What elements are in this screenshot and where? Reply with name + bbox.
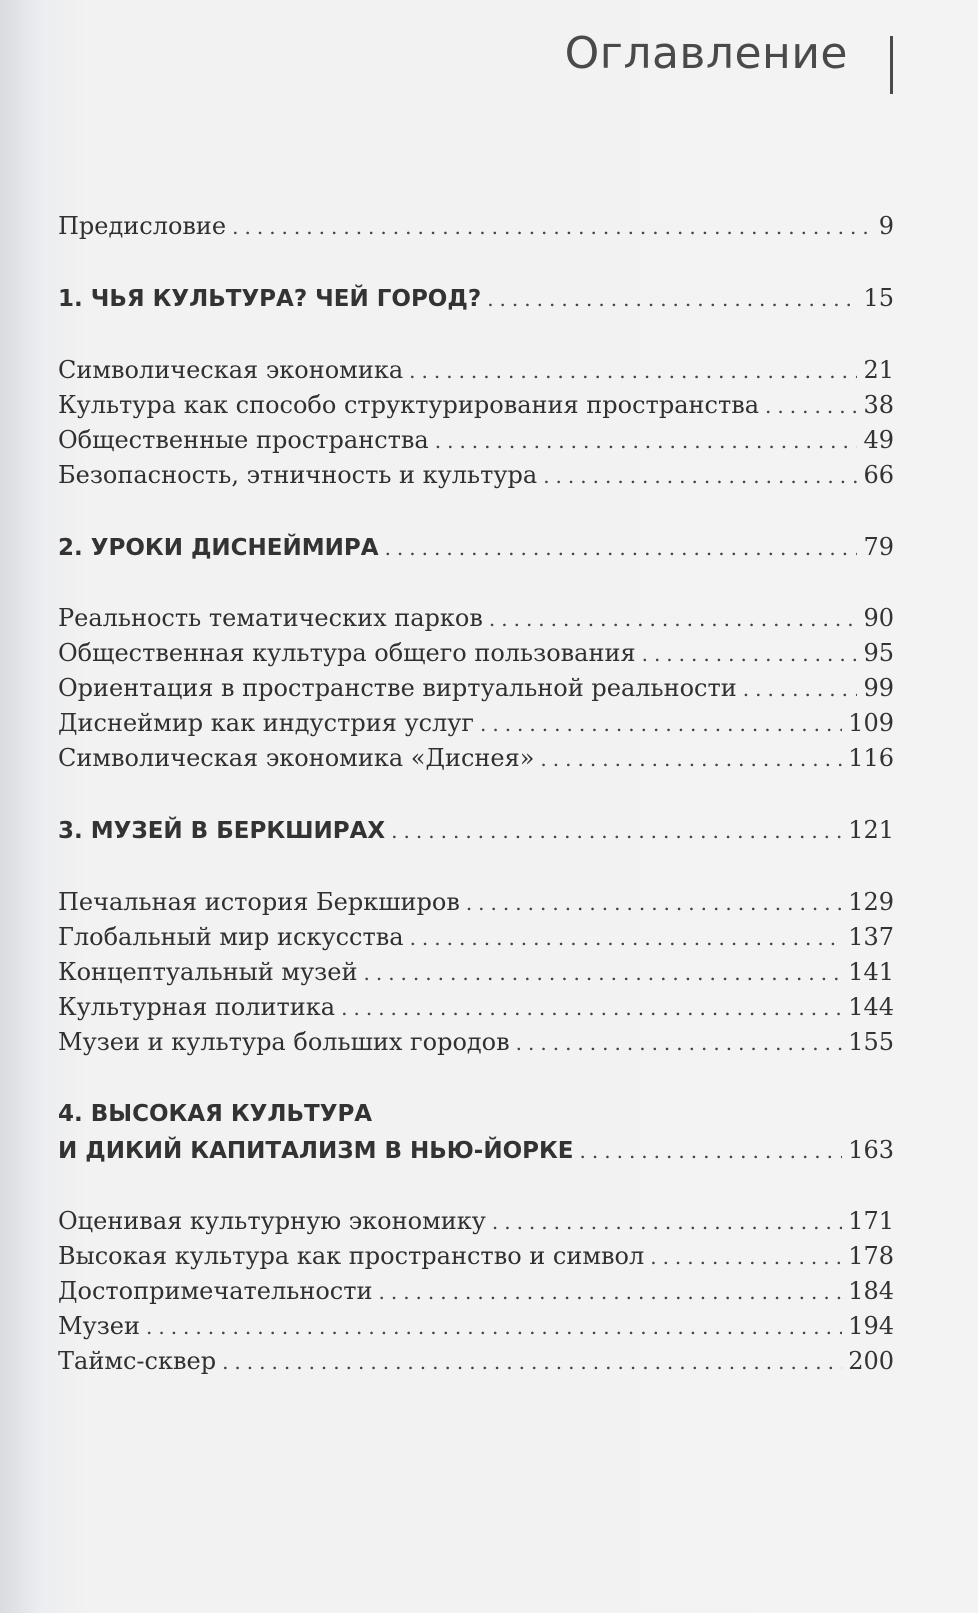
toc-section-label: Символическая экономика	[58, 356, 404, 384]
leader-dots	[466, 889, 842, 917]
toc-section-page: 137	[848, 923, 894, 951]
leader-dots	[765, 392, 857, 420]
toc-section-label: Диснеймир как индустрия услуг	[58, 709, 474, 737]
leader-dots	[489, 605, 858, 633]
toc-chapter-page: 79	[863, 533, 894, 561]
toc-entry-label: Предисловие	[58, 212, 227, 240]
toc-entry-page: 9	[878, 212, 894, 240]
toc-section-label: Безопасность, этничность и культура	[58, 461, 538, 489]
toc-section[interactable]	[58, 639, 894, 668]
leader-dots	[410, 924, 843, 952]
toc-section-label: Таймс-сквер	[58, 1347, 217, 1375]
toc-chapter-2[interactable]	[58, 533, 894, 562]
leader-dots	[385, 534, 858, 562]
toc-chapter-label: 2. УРОКИ ДИСНЕЙМИРА	[58, 535, 379, 561]
toc-chapter-4-line1: 4. ВЫСОКАЯ КУЛЬТУРА	[58, 1101, 373, 1127]
toc-section-label: Высокая культура как пространство и символ	[58, 1242, 645, 1270]
toc-section-page: 141	[848, 958, 894, 986]
toc-section-label: Общественные пространства	[58, 426, 429, 454]
toc-section[interactable]	[58, 1347, 894, 1376]
leader-dots	[650, 1243, 842, 1271]
leader-dots	[642, 640, 858, 668]
toc-section[interactable]	[58, 709, 894, 738]
leader-dots	[492, 1208, 842, 1236]
toc-section-label: Печальная история Беркширов	[58, 888, 460, 916]
leader-dots	[378, 1278, 842, 1306]
toc-section[interactable]	[58, 391, 894, 420]
toc-section[interactable]	[58, 356, 894, 385]
toc-section[interactable]	[58, 923, 894, 952]
toc-section[interactable]	[58, 1277, 894, 1306]
toc-section-page: 109	[848, 709, 894, 737]
toc-section[interactable]	[58, 1312, 894, 1341]
header-divider-bar	[890, 36, 893, 94]
toc-section-page: 21	[863, 356, 894, 384]
toc-section-page: 49	[863, 426, 894, 454]
toc-section[interactable]	[58, 604, 894, 633]
leader-dots	[222, 1348, 842, 1376]
toc-section-label: Ориентация в пространстве виртуальной реальности	[58, 674, 737, 702]
toc-section-label: Общественная культура общего пользования	[58, 639, 636, 667]
leader-dots	[543, 462, 857, 490]
leader-dots	[391, 817, 842, 845]
leader-dots	[480, 710, 842, 738]
toc-section-page: 184	[848, 1277, 894, 1305]
toc-section-page: 116	[848, 744, 894, 772]
toc-section-label: Оценивая культурную экономику	[58, 1207, 486, 1235]
leader-dots	[580, 1137, 843, 1165]
toc-section-page: 194	[848, 1312, 894, 1340]
toc-section[interactable]	[58, 993, 894, 1022]
toc-section-label: Достопримечательности	[58, 1277, 373, 1305]
toc-section-page: 129	[848, 888, 894, 916]
toc-section-page: 95	[863, 639, 894, 667]
toc-section-page: 155	[848, 1028, 894, 1056]
leader-dots	[435, 427, 858, 455]
toc-section[interactable]	[58, 1242, 894, 1271]
toc-section-label: Музеи и культура больших городов	[58, 1028, 510, 1056]
toc-section-page: 171	[848, 1207, 894, 1235]
toc-chapter-page: 121	[848, 816, 894, 844]
leader-dots	[540, 745, 842, 773]
leader-dots	[341, 994, 842, 1022]
leader-dots	[363, 959, 842, 987]
toc-section-label: Глобальный мир искусства	[58, 923, 404, 951]
toc-chapter-1[interactable]	[58, 284, 894, 313]
leader-dots	[516, 1029, 843, 1057]
toc-section-page: 66	[863, 461, 894, 489]
toc-section-page: 38	[863, 391, 894, 419]
toc-section-page: 144	[848, 993, 894, 1021]
toc-chapter-label: И ДИКИЙ КАПИТАЛИЗМ В НЬЮ-ЙОРКЕ	[58, 1138, 574, 1164]
leader-dots	[743, 675, 858, 703]
toc-section-page: 99	[863, 674, 894, 702]
leader-dots	[146, 1313, 842, 1341]
toc-section-label: Культурная политика	[58, 993, 336, 1021]
toc-section-page: 178	[848, 1242, 894, 1270]
toc-chapter-3[interactable]	[58, 816, 894, 845]
toc-section-label: Реальность тематических парков	[58, 604, 483, 632]
toc-chapter-page: 163	[848, 1136, 894, 1164]
page-header	[0, 0, 978, 110]
toc-section-label: Концептуальный музей	[58, 958, 358, 986]
toc-section[interactable]	[58, 744, 894, 773]
toc-chapter-label: 3. МУЗЕЙ В БЕРКШИРАХ	[58, 818, 386, 844]
toc-section[interactable]	[58, 888, 894, 917]
toc-section-label: Культура как способо структурирования пространства	[58, 391, 760, 419]
toc-section[interactable]	[58, 461, 894, 490]
toc-section[interactable]	[58, 958, 894, 987]
toc-entry-preface[interactable]	[58, 212, 894, 241]
leader-dots	[232, 213, 873, 241]
toc-section[interactable]	[58, 1028, 894, 1057]
leader-dots	[487, 285, 857, 313]
toc-section[interactable]	[58, 426, 894, 455]
toc-section-label: Символическая экономика «Диснея»	[58, 744, 535, 772]
toc-chapter-page: 15	[863, 284, 894, 312]
toc-chapter-4[interactable]	[58, 1136, 894, 1165]
toc-section[interactable]	[58, 1207, 894, 1236]
leader-dots	[409, 357, 857, 385]
page-title: Оглавление	[564, 28, 848, 79]
toc-section-page: 90	[863, 604, 894, 632]
toc-section-page: 200	[848, 1347, 894, 1375]
toc-section[interactable]	[58, 674, 894, 703]
toc-section-label: Музеи	[58, 1312, 140, 1340]
toc-chapter-label: 1. ЧЬЯ КУЛЬТУРА? ЧЕЙ ГОРОД?	[58, 286, 482, 312]
